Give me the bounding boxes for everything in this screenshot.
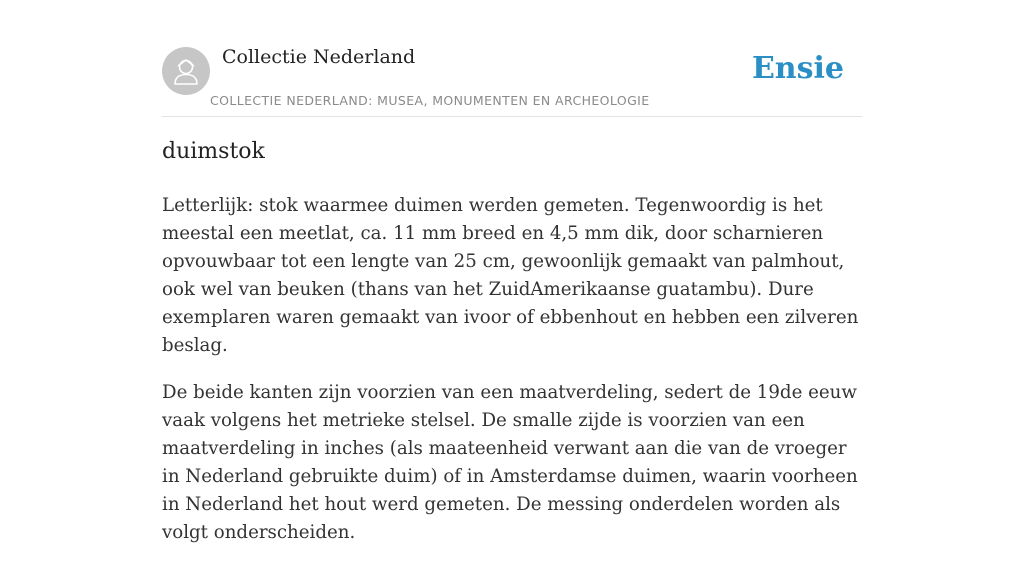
- author-name[interactable]: Collectie Nederland: [222, 46, 416, 68]
- entry-title: duimstok: [162, 139, 265, 164]
- paragraph: Letterlijk: stok waarmee duimen werden gemeten. Tegenwoordig is het meestal een meetlat, ca. 11 mm breed en 4,5 mm dik, door scharnieren opvouwbaar tot een lengte van 25 cm, gewoonlijk gemaakt van palmhout, ook wel van beuken (thans van het ZuidAmerikaanse guatambu). Dure exemplaren waren gemaakt van ivoor of ebbenhout en hebben een zilveren beslag.: [162, 195, 859, 356]
- header: [162, 0, 862, 117]
- brand-logo[interactable]: Ensie: [751, 51, 844, 86]
- source-label[interactable]: COLLECTIE NEDERLAND: MUSEA, MONUMENTEN EN ARCHEOLOGIE: [210, 93, 650, 108]
- user-placeholder-icon: [162, 47, 210, 95]
- paragraph: De beide kanten zijn voorzien van een maatverdeling, sedert de 19de eeuw vaak volgens het metrieke stelsel. De smalle zijde is voorzien van een maatverdeling in inches (als maateenheid verwant aan die van de vroeger in Nederland gebruikte duim) of in Amsterdamse duimen, waarin voorheen in Nederland het hout werd gemeten. De messing onderdelen worden als volgt onderscheiden.: [162, 382, 858, 543]
- entry-content: [162, 192, 862, 566]
- avatar[interactable]: [162, 47, 210, 95]
